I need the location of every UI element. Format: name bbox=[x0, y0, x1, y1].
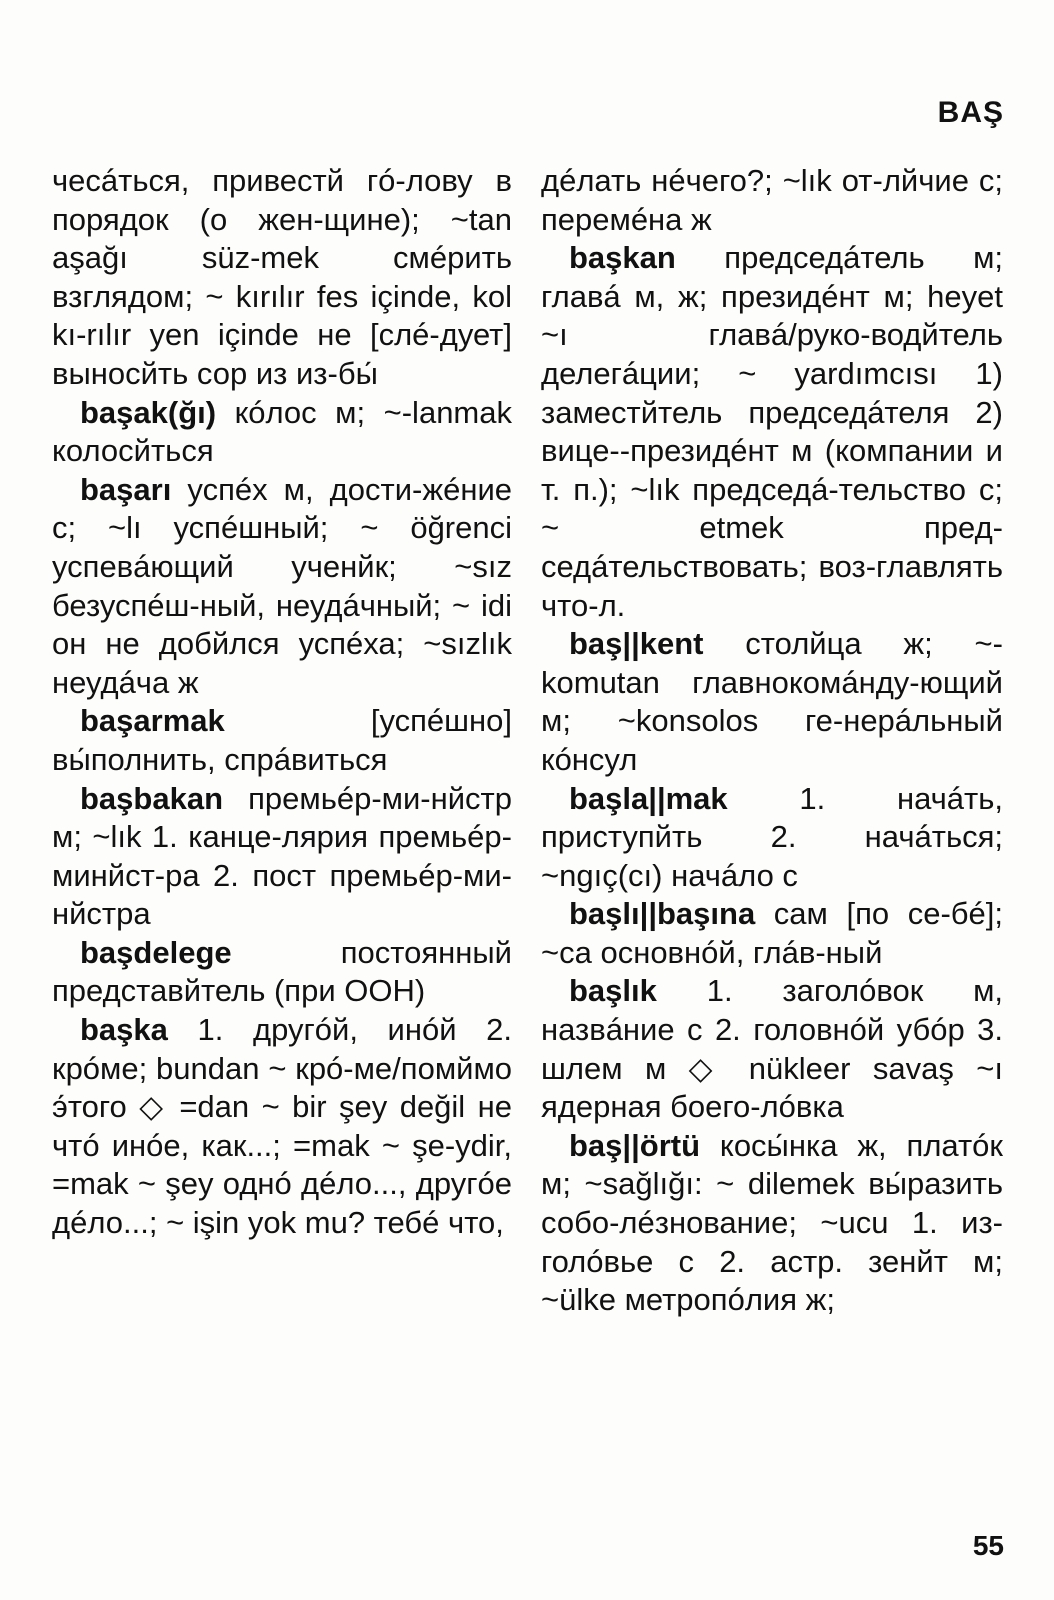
entry-headword: başarmak bbox=[80, 703, 225, 739]
entry-definition: дéлать нéчего?; ~lık от-лйчие с; перемéна ж bbox=[541, 163, 1003, 237]
entry-definition: 1. заголóвок м, назвáние с 2. головнóй убóр 3. шлем м ◇ nükleer savaş ~ı ядерная боего-лóвка bbox=[541, 973, 1003, 1125]
entry-definition: председáтель м; главá м, ж; президéнт м; heyet ~ı главá/руко-водйтель делегáции; ~ yardımcısı 1) заместйтель председáтеля 2) вице--президéнт м (компании и т. п.); ~lık председá-тельство с; ~ etmek пред-седáтельствовать; воз-главлять что-л. bbox=[541, 240, 1003, 623]
entry-headword: başbakan bbox=[80, 780, 224, 816]
entry-definition: 1. другóй, инóй 2. крóме; bundan ~ крó-ме/помймо э́того ◇ =dan ~ bir şey değil не чтó инóе, как...; =mak ~ şe-ydir, =mak ~ şey однó дéло..., другóе дéло...; ~ işin yok mu? тебé что, bbox=[52, 1012, 512, 1241]
dictionary-entry bbox=[541, 625, 1003, 779]
dictionary-entry bbox=[541, 239, 1003, 625]
right-column bbox=[541, 162, 1003, 1320]
page-number: 55 bbox=[972, 1530, 1004, 1561]
entry-definition: 1. начáть, приступйть 2. начáться; ~ngıç(cı) начáло с bbox=[541, 780, 1003, 893]
left-column bbox=[52, 162, 512, 1243]
entry-definition: [успéшно] вы́полнить, спрáвиться bbox=[52, 703, 512, 777]
dictionary-entry bbox=[52, 702, 512, 779]
entry-definition: чесáться, привестй гó-лову в порядок (о жен-щине); ~tan aşağı süz-mek смéрить взглядом; ~ kırılır fes içinde, kol kı-rılır yen içinde не [слé-дует] выносйть сор из из-бы́ bbox=[52, 163, 512, 391]
dictionary-entry bbox=[52, 162, 512, 394]
dictionary-entry bbox=[541, 1127, 1003, 1320]
entry-definition: постоянный представйтель (при ООН) bbox=[52, 934, 512, 1009]
entry-headword: başak(ğı) bbox=[80, 394, 217, 430]
entry-definition: столйца ж; ~-komutan главнокомáнду-ющий м; ~konsolos ге-нерáльный кóнсул bbox=[541, 626, 1003, 777]
running-head: BAŞ bbox=[937, 96, 1004, 129]
dictionary-entry bbox=[52, 394, 512, 471]
dictionary-entry bbox=[541, 162, 1003, 239]
dictionary-entry bbox=[541, 780, 1003, 896]
entry-headword: başarı bbox=[80, 471, 172, 507]
entry-headword: başla||mak bbox=[569, 780, 728, 816]
entry-definition: кóлос м; ~-lanmak колосйться bbox=[52, 394, 512, 469]
entry-definition: косы́нка ж, платóк м; ~sağlığı: ~ dilemek вы́разить собо-лéзнование; ~ucu 1. из-голóвье с 2. астр. зенйт м; ~ülke метропóлия ж; bbox=[541, 1127, 1003, 1318]
entry-headword: başlık bbox=[569, 973, 657, 1009]
dictionary-entry bbox=[541, 895, 1003, 972]
entry-headword: başdelege bbox=[80, 934, 232, 970]
dictionary-entry bbox=[52, 471, 512, 703]
entry-definition: премьéр-ми-нйстр м; ~lık 1. канце-лярия премьéр-минйст-ра 2. пост премьéр-ми-нйстра bbox=[52, 780, 512, 932]
entry-headword: baş||kent bbox=[569, 626, 704, 662]
entry-headword: baş||örtü bbox=[569, 1127, 701, 1163]
entry-headword: başlı||başına bbox=[569, 896, 756, 932]
entry-headword: başkan bbox=[569, 240, 676, 276]
entry-definition: успéх м, дости-жéние с; ~lı успéшный; ~ öğrenci успевáющий ученйк; ~sız безуспéш-ный, неудáчный; ~ idi он не добйлся успéха; ~sızlık неудáча ж bbox=[52, 471, 512, 700]
entry-definition: сам [по се-бé]; ~ca основнóй, глáв-ный bbox=[541, 896, 1003, 970]
dictionary-entry bbox=[52, 1011, 512, 1243]
dictionary-entry bbox=[541, 972, 1003, 1126]
dictionary-entry bbox=[52, 934, 512, 1011]
dictionary-entry bbox=[52, 780, 512, 934]
entry-headword: başka bbox=[80, 1012, 168, 1048]
